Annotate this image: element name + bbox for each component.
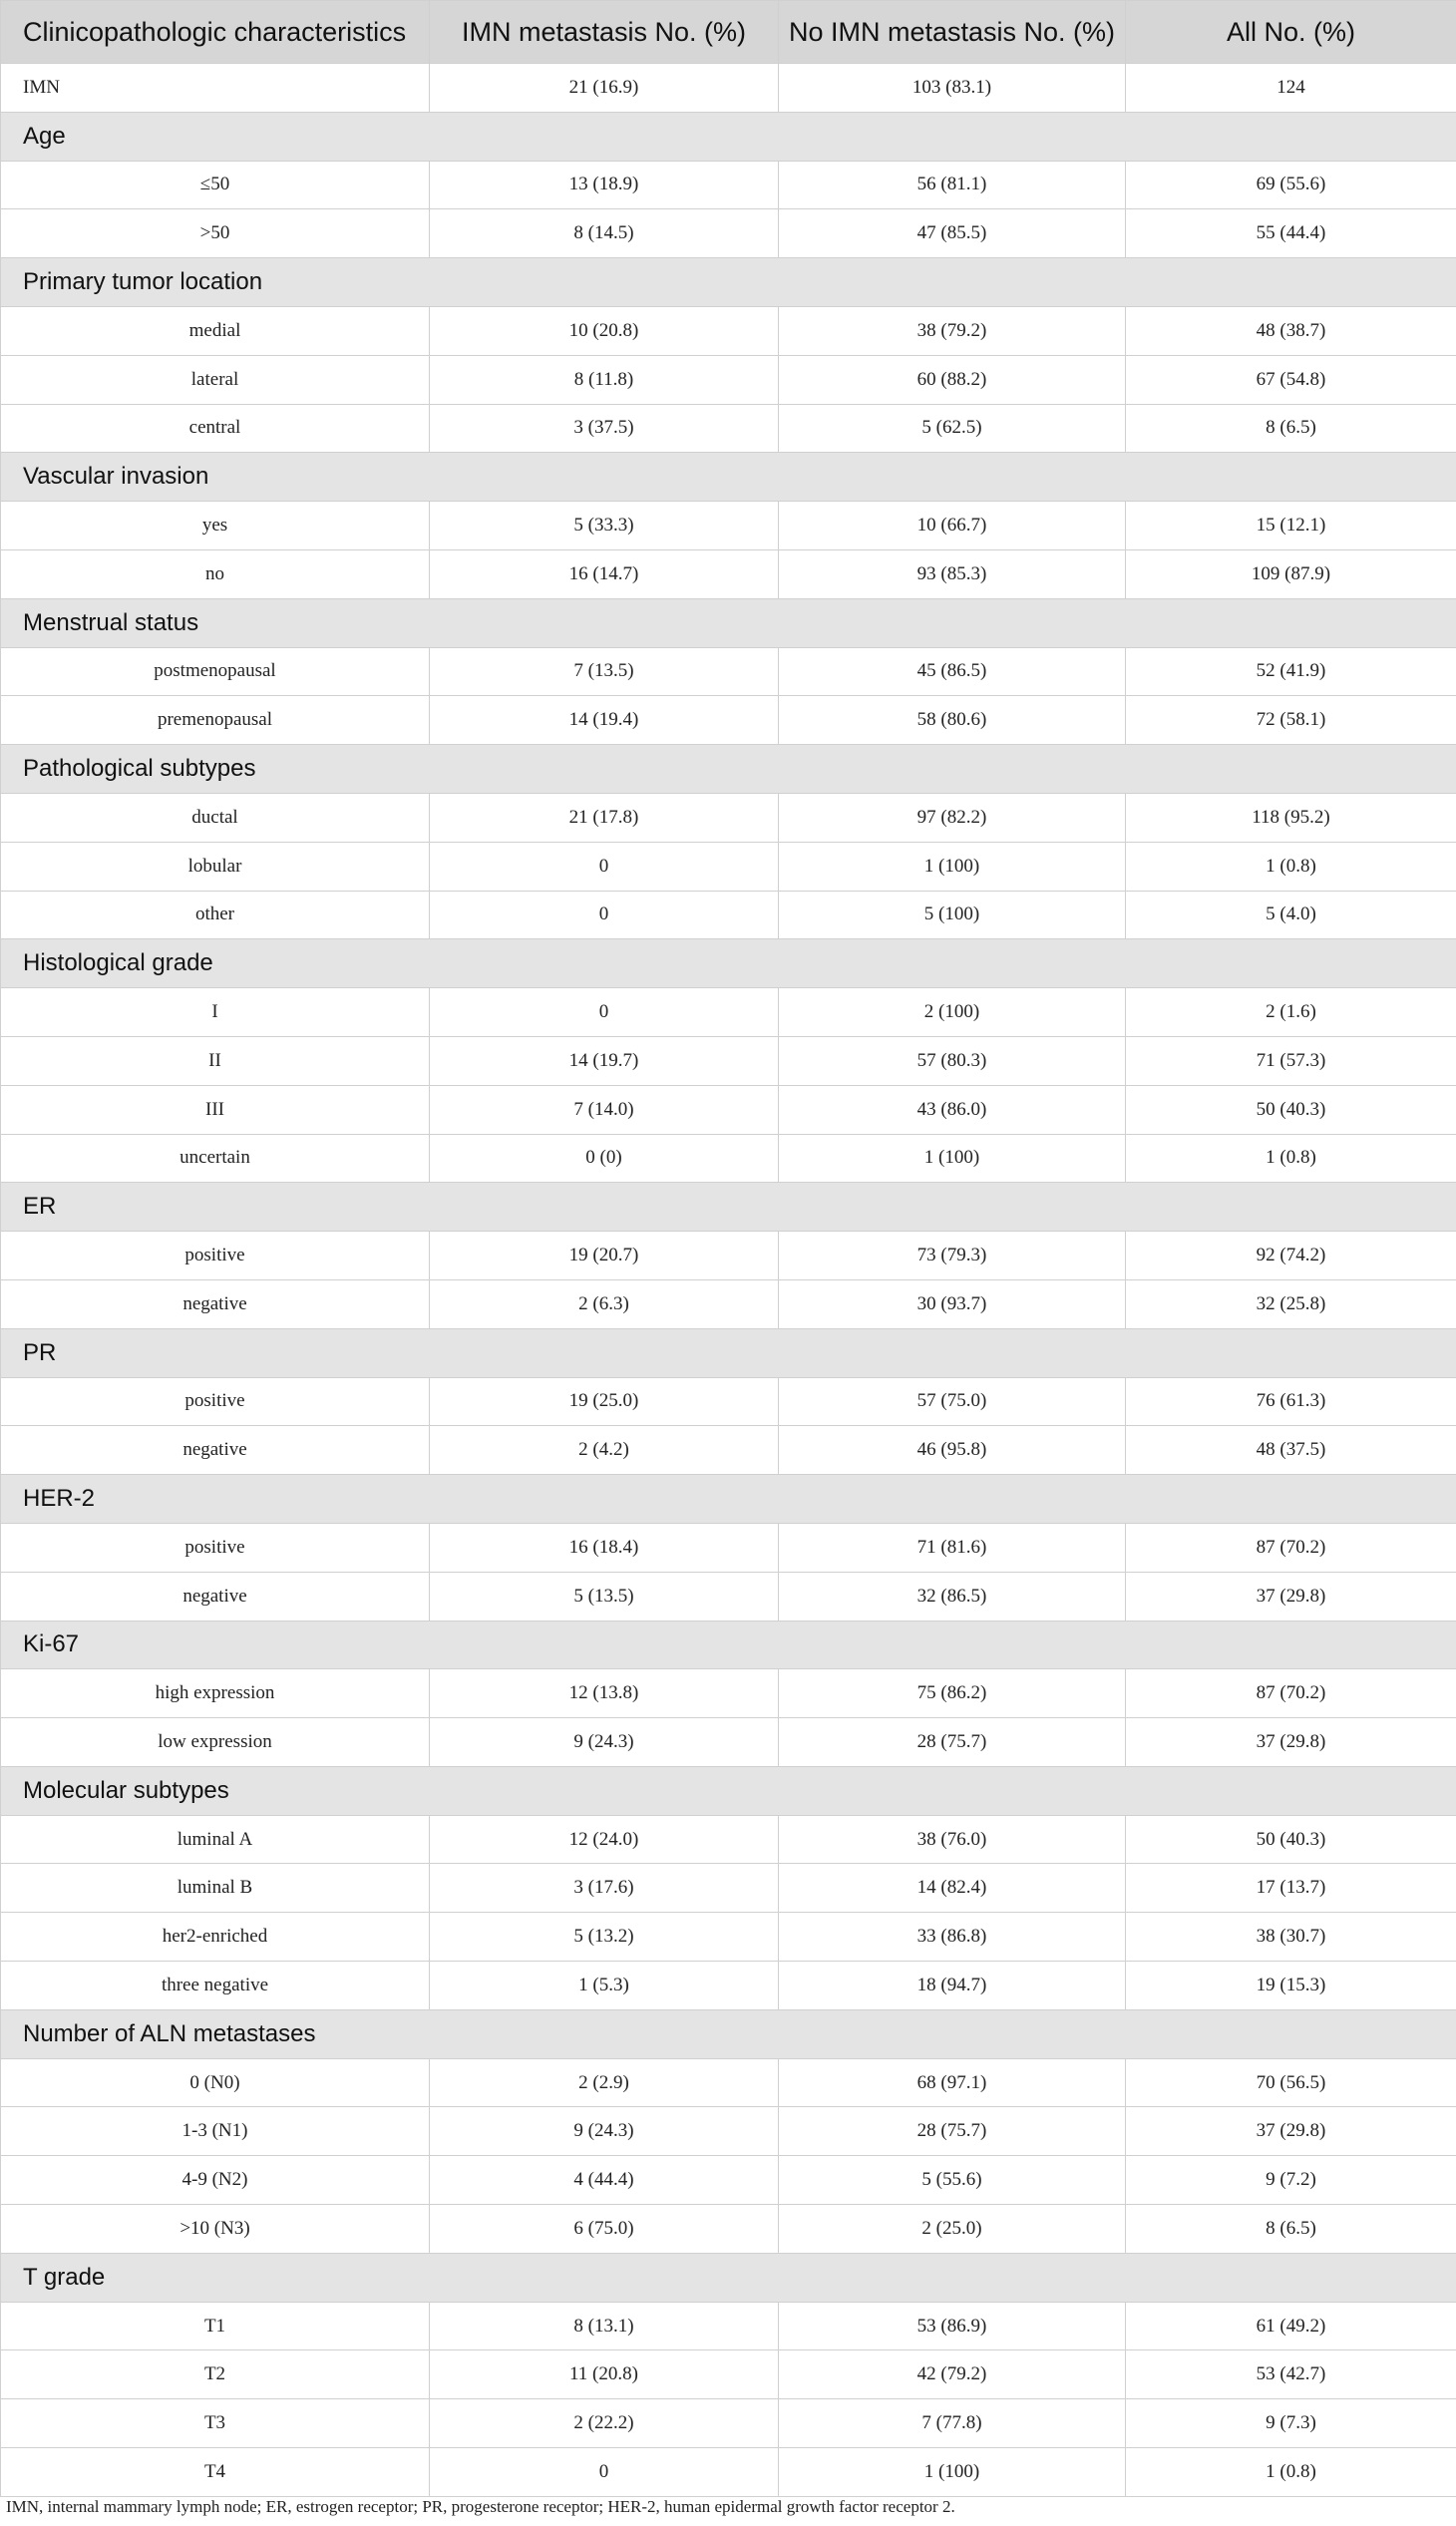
table-cell: 1 (100) [779,2448,1126,2497]
table-header-row [1,1,1456,64]
table-row [1,891,1456,939]
table-cell: 1 (100) [779,1134,1126,1183]
table-cell: 2 (100) [779,988,1126,1037]
table-cell: 37 (29.8) [1126,1572,1456,1621]
table-cell: 28 (75.7) [779,2107,1126,2156]
table-cell: 16 (14.7) [430,549,779,598]
table-row [1,2350,1456,2399]
table-row [1,161,1456,209]
table-cell: 42 (79.2) [779,2350,1126,2399]
table-row [1,306,1456,355]
header-characteristics: Clinicopathologic characteristics [1,1,430,64]
table-cell: 28 (75.7) [779,1718,1126,1767]
section-title: Histological grade [1,939,1456,988]
row-label: luminal B [1,1864,430,1913]
table-cell: 5 (55.6) [779,2156,1126,2205]
table-cell: 7 (77.8) [779,2399,1126,2448]
table-cell: 19 (25.0) [430,1377,779,1426]
section-header-row [1,2009,1456,2058]
table-row [1,2448,1456,2497]
section-title: Menstrual status [1,598,1456,647]
row-label: IMN [1,64,430,113]
table-cell: 68 (97.1) [779,2058,1126,2107]
table-cell: 5 (100) [779,891,1126,939]
table-row [1,1864,1456,1913]
table-cell: 38 (79.2) [779,306,1126,355]
table-cell: 16 (18.4) [430,1523,779,1572]
section-header-row [1,2253,1456,2302]
table-cell: 1 (0.8) [1126,842,1456,891]
row-label: high expression [1,1669,430,1718]
table-cell: 69 (55.6) [1126,161,1456,209]
table-cell: 1 (0.8) [1126,2448,1456,2497]
table-cell: 5 (4.0) [1126,891,1456,939]
table-row [1,1815,1456,1864]
table-footnote: IMN, internal mammary lymph node; ER, estrogen receptor; PR, progesterone receptor; HER-2, human epidermal growth factor receptor 2. [6,2497,955,2516]
table-cell: 124 [1126,64,1456,113]
table-row [1,1913,1456,1962]
table-cell: 87 (70.2) [1126,1523,1456,1572]
table-cell: 7 (14.0) [430,1085,779,1134]
row-label: luminal A [1,1815,430,1864]
row-label: >50 [1,209,430,258]
table-row [1,2399,1456,2448]
table-cell: 118 (95.2) [1126,793,1456,842]
row-label: positive [1,1232,430,1280]
table-cell: 14 (19.7) [430,1036,779,1085]
table-cell: 19 (15.3) [1126,1962,1456,2010]
table-cell: 53 (42.7) [1126,2350,1456,2399]
table-cell: 4 (44.4) [430,2156,779,2205]
table-cell: 8 (6.5) [1126,2205,1456,2254]
table-cell: 48 (38.7) [1126,306,1456,355]
table-cell: 57 (80.3) [779,1036,1126,1085]
table-cell: 2 (22.2) [430,2399,779,2448]
row-label: T4 [1,2448,430,2497]
row-label: low expression [1,1718,430,1767]
table-cell: 50 (40.3) [1126,1815,1456,1864]
table-cell: 30 (93.7) [779,1279,1126,1328]
section-title: Number of ALN metastases [1,2009,1456,2058]
row-label: T2 [1,2350,430,2399]
section-title: Molecular subtypes [1,1766,1456,1815]
table-cell: 45 (86.5) [779,647,1126,696]
table-cell: 9 (7.2) [1126,2156,1456,2205]
row-label: >10 (N3) [1,2205,430,2254]
section-header-row [1,1183,1456,1232]
row-label: positive [1,1377,430,1426]
table-cell: 38 (76.0) [779,1815,1126,1864]
table-cell: 21 (16.9) [430,64,779,113]
row-label: ≤50 [1,161,430,209]
table-cell: 52 (41.9) [1126,647,1456,696]
table-cell: 38 (30.7) [1126,1913,1456,1962]
section-title: Ki-67 [1,1621,1456,1669]
row-label: three negative [1,1962,430,2010]
table-cell: 61 (49.2) [1126,2302,1456,2350]
table-cell: 19 (20.7) [430,1232,779,1280]
table-cell: 9 (24.3) [430,2107,779,2156]
table-cell: 60 (88.2) [779,355,1126,404]
table-row [1,1718,1456,1767]
table-cell: 10 (20.8) [430,306,779,355]
row-label: lobular [1,842,430,891]
table-row [1,355,1456,404]
table-row [1,502,1456,550]
table-row [1,1962,1456,2010]
table-row [1,2058,1456,2107]
table-body [1,64,1456,2497]
table-cell: 3 (17.6) [430,1864,779,1913]
section-header-row [1,1328,1456,1377]
table-cell: 2 (6.3) [430,1279,779,1328]
section-title: T grade [1,2253,1456,2302]
table-cell: 2 (2.9) [430,2058,779,2107]
table-row [1,793,1456,842]
table-cell: 5 (13.5) [430,1572,779,1621]
row-label: yes [1,502,430,550]
table-row [1,2302,1456,2350]
row-label: lateral [1,355,430,404]
table-row [1,1279,1456,1328]
table-cell: 37 (29.8) [1126,1718,1456,1767]
row-label: medial [1,306,430,355]
table-row [1,404,1456,453]
table-cell: 0 [430,988,779,1037]
section-header-row [1,939,1456,988]
table-cell: 73 (79.3) [779,1232,1126,1280]
table-cell: 0 [430,842,779,891]
table-row [1,2205,1456,2254]
table-cell: 2 (25.0) [779,2205,1126,2254]
table-cell: 71 (81.6) [779,1523,1126,1572]
table-row [1,842,1456,891]
section-header-row [1,1621,1456,1669]
table-cell: 9 (24.3) [430,1718,779,1767]
row-label: III [1,1085,430,1134]
table-cell: 43 (86.0) [779,1085,1126,1134]
row-label: 4-9 (N2) [1,2156,430,2205]
table-cell: 57 (75.0) [779,1377,1126,1426]
table-cell: 55 (44.4) [1126,209,1456,258]
table-cell: 8 (13.1) [430,2302,779,2350]
table-cell: 50 (40.3) [1126,1085,1456,1134]
table-cell: 1 (0.8) [1126,1134,1456,1183]
row-label: T1 [1,2302,430,2350]
table-cell: 103 (83.1) [779,64,1126,113]
table-cell: 71 (57.3) [1126,1036,1456,1085]
row-label: negative [1,1279,430,1328]
table-row [1,988,1456,1037]
table-cell: 37 (29.8) [1126,2107,1456,2156]
header-all: All No. (%) [1126,1,1456,64]
section-title: Age [1,112,1456,161]
table-cell: 97 (82.2) [779,793,1126,842]
table-cell: 47 (85.5) [779,209,1126,258]
section-header-row [1,1475,1456,1524]
row-label: premenopausal [1,696,430,745]
row-label: negative [1,1426,430,1475]
section-header-row [1,1766,1456,1815]
table-cell: 11 (20.8) [430,2350,779,2399]
row-label: her2-enriched [1,1913,430,1962]
row-label: uncertain [1,1134,430,1183]
row-label: 0 (N0) [1,2058,430,2107]
row-label: positive [1,1523,430,1572]
table-cell: 1 (100) [779,842,1126,891]
table-row [1,1085,1456,1134]
table-cell: 14 (82.4) [779,1864,1126,1913]
section-title: ER [1,1183,1456,1232]
table-cell: 5 (33.3) [430,502,779,550]
row-label: I [1,988,430,1037]
table-row [1,647,1456,696]
table-cell: 15 (12.1) [1126,502,1456,550]
table-cell: 58 (80.6) [779,696,1126,745]
table-cell: 76 (61.3) [1126,1377,1456,1426]
table-cell: 70 (56.5) [1126,2058,1456,2107]
section-title: Primary tumor location [1,258,1456,307]
table-cell: 92 (74.2) [1126,1232,1456,1280]
table-cell: 2 (4.2) [430,1426,779,1475]
table-row [1,696,1456,745]
table-row [1,1036,1456,1085]
table-cell: 93 (85.3) [779,549,1126,598]
table-cell: 56 (81.1) [779,161,1126,209]
table-row [1,1232,1456,1280]
table-cell: 14 (19.4) [430,696,779,745]
table-cell: 12 (24.0) [430,1815,779,1864]
table-cell: 0 (0) [430,1134,779,1183]
table-cell: 9 (7.3) [1126,2399,1456,2448]
table-cell: 1 (5.3) [430,1962,779,2010]
table-row [1,1426,1456,1475]
header-no-imn-metastasis: No IMN metastasis No. (%) [779,1,1126,64]
table-cell: 32 (86.5) [779,1572,1126,1621]
table-row [1,549,1456,598]
table-cell: 0 [430,891,779,939]
section-header-row [1,598,1456,647]
table-row [1,209,1456,258]
table-row [1,2107,1456,2156]
table-row [1,1669,1456,1718]
row-label: postmenopausal [1,647,430,696]
section-header-row [1,745,1456,794]
table-cell: 7 (13.5) [430,647,779,696]
table-row [1,64,1456,113]
row-label: ductal [1,793,430,842]
table-cell: 109 (87.9) [1126,549,1456,598]
table-cell: 53 (86.9) [779,2302,1126,2350]
table-cell: 5 (62.5) [779,404,1126,453]
table-row [1,1523,1456,1572]
section-header-row [1,112,1456,161]
table-cell: 33 (86.8) [779,1913,1126,1962]
header-imn-metastasis: IMN metastasis No. (%) [430,1,779,64]
section-header-row [1,258,1456,307]
table-cell: 2 (1.6) [1126,988,1456,1037]
table-cell: 10 (66.7) [779,502,1126,550]
table-cell: 8 (14.5) [430,209,779,258]
row-label: other [1,891,430,939]
section-title: Pathological subtypes [1,745,1456,794]
table-row [1,1572,1456,1621]
table-cell: 8 (6.5) [1126,404,1456,453]
table-cell: 6 (75.0) [430,2205,779,2254]
row-label: II [1,1036,430,1085]
section-title: HER-2 [1,1475,1456,1524]
table-cell: 72 (58.1) [1126,696,1456,745]
table-cell: 32 (25.8) [1126,1279,1456,1328]
table-cell: 48 (37.5) [1126,1426,1456,1475]
table-cell: 3 (37.5) [430,404,779,453]
table-cell: 12 (13.8) [430,1669,779,1718]
table-cell: 0 [430,2448,779,2497]
table-cell: 87 (70.2) [1126,1669,1456,1718]
section-title: Vascular invasion [1,453,1456,502]
table-cell: 17 (13.7) [1126,1864,1456,1913]
row-label: central [1,404,430,453]
section-title: PR [1,1328,1456,1377]
table-cell: 46 (95.8) [779,1426,1126,1475]
row-label: 1-3 (N1) [1,2107,430,2156]
table-cell: 21 (17.8) [430,793,779,842]
table-row [1,2156,1456,2205]
table-row [1,1377,1456,1426]
table-cell: 8 (11.8) [430,355,779,404]
row-label: no [1,549,430,598]
table-cell: 5 (13.2) [430,1913,779,1962]
table-cell: 67 (54.8) [1126,355,1456,404]
table-cell: 75 (86.2) [779,1669,1126,1718]
table-cell: 13 (18.9) [430,161,779,209]
table-cell: 18 (94.7) [779,1962,1126,2010]
row-label: T3 [1,2399,430,2448]
section-header-row [1,453,1456,502]
table-row [1,1134,1456,1183]
row-label: negative [1,1572,430,1621]
